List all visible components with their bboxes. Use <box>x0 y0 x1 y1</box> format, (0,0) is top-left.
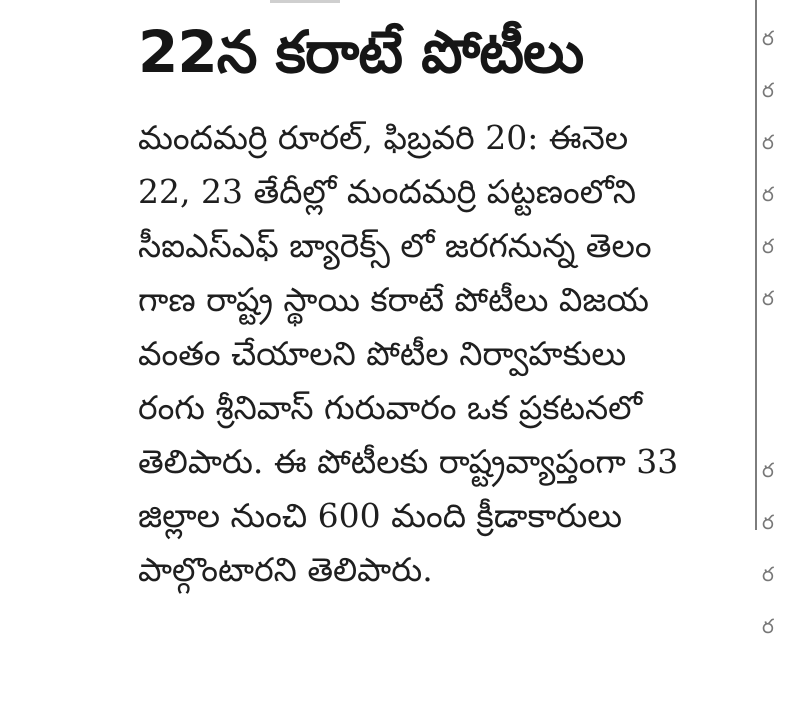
article-body-line: గాణ రాష్ట్ర స్థాయి కరాటే పోటీలు విజయ <box>138 280 649 319</box>
previous-article-remnant <box>270 0 340 3</box>
article-body-line: 22, 23 తేదీల్లో మందమర్రి పట్టణంలోని <box>138 172 637 211</box>
adjacent-column-glyph: ర <box>762 26 774 50</box>
adjacent-column-glyph: ర <box>762 234 774 258</box>
article-body-line: సీఐఎస్ఎఫ్ బ్యారెక్స్ లో జరగనున్న తెలం <box>138 226 652 265</box>
adjacent-column-glyph: ర <box>762 562 774 586</box>
adjacent-column-glyph: ర <box>762 182 774 206</box>
article-body-line: పాల్గొంటారని తెలిపారు. <box>138 550 433 589</box>
adjacent-column-glyph: ర <box>762 614 774 638</box>
adjacent-column-glyph: ర <box>762 458 774 482</box>
adjacent-column-glyph: ర <box>762 286 774 310</box>
article-body <box>138 111 712 597</box>
article-body-line: జిల్లాల నుంచి 600 మంది క్రీడాకారులు <box>138 496 623 535</box>
article-headline: 22న కరాటే పోటీలు <box>138 18 584 86</box>
article-body-line: తెలిపారు. ఈ పోటీలకు రాష్ట్రవ్యాప్తంగా 33 <box>138 442 679 481</box>
adjacent-column-glyph: ర <box>762 78 774 102</box>
article-body-line: మందమర్రి రూరల్, ఫిబ్రవరి 20: ఈనెల <box>138 118 629 157</box>
adjacent-column-glyph: ర <box>762 130 774 154</box>
article-body-line: వంతం చేయాలని పోటీల నిర్వాహకులు <box>138 334 627 373</box>
column-divider <box>755 0 757 530</box>
article-body-line: రంగు శ్రీనివాస్ గురువారం ఒక ప్రకటనలో <box>138 388 643 427</box>
adjacent-column-fragment <box>762 0 800 701</box>
adjacent-column-glyph: ర <box>762 510 774 534</box>
